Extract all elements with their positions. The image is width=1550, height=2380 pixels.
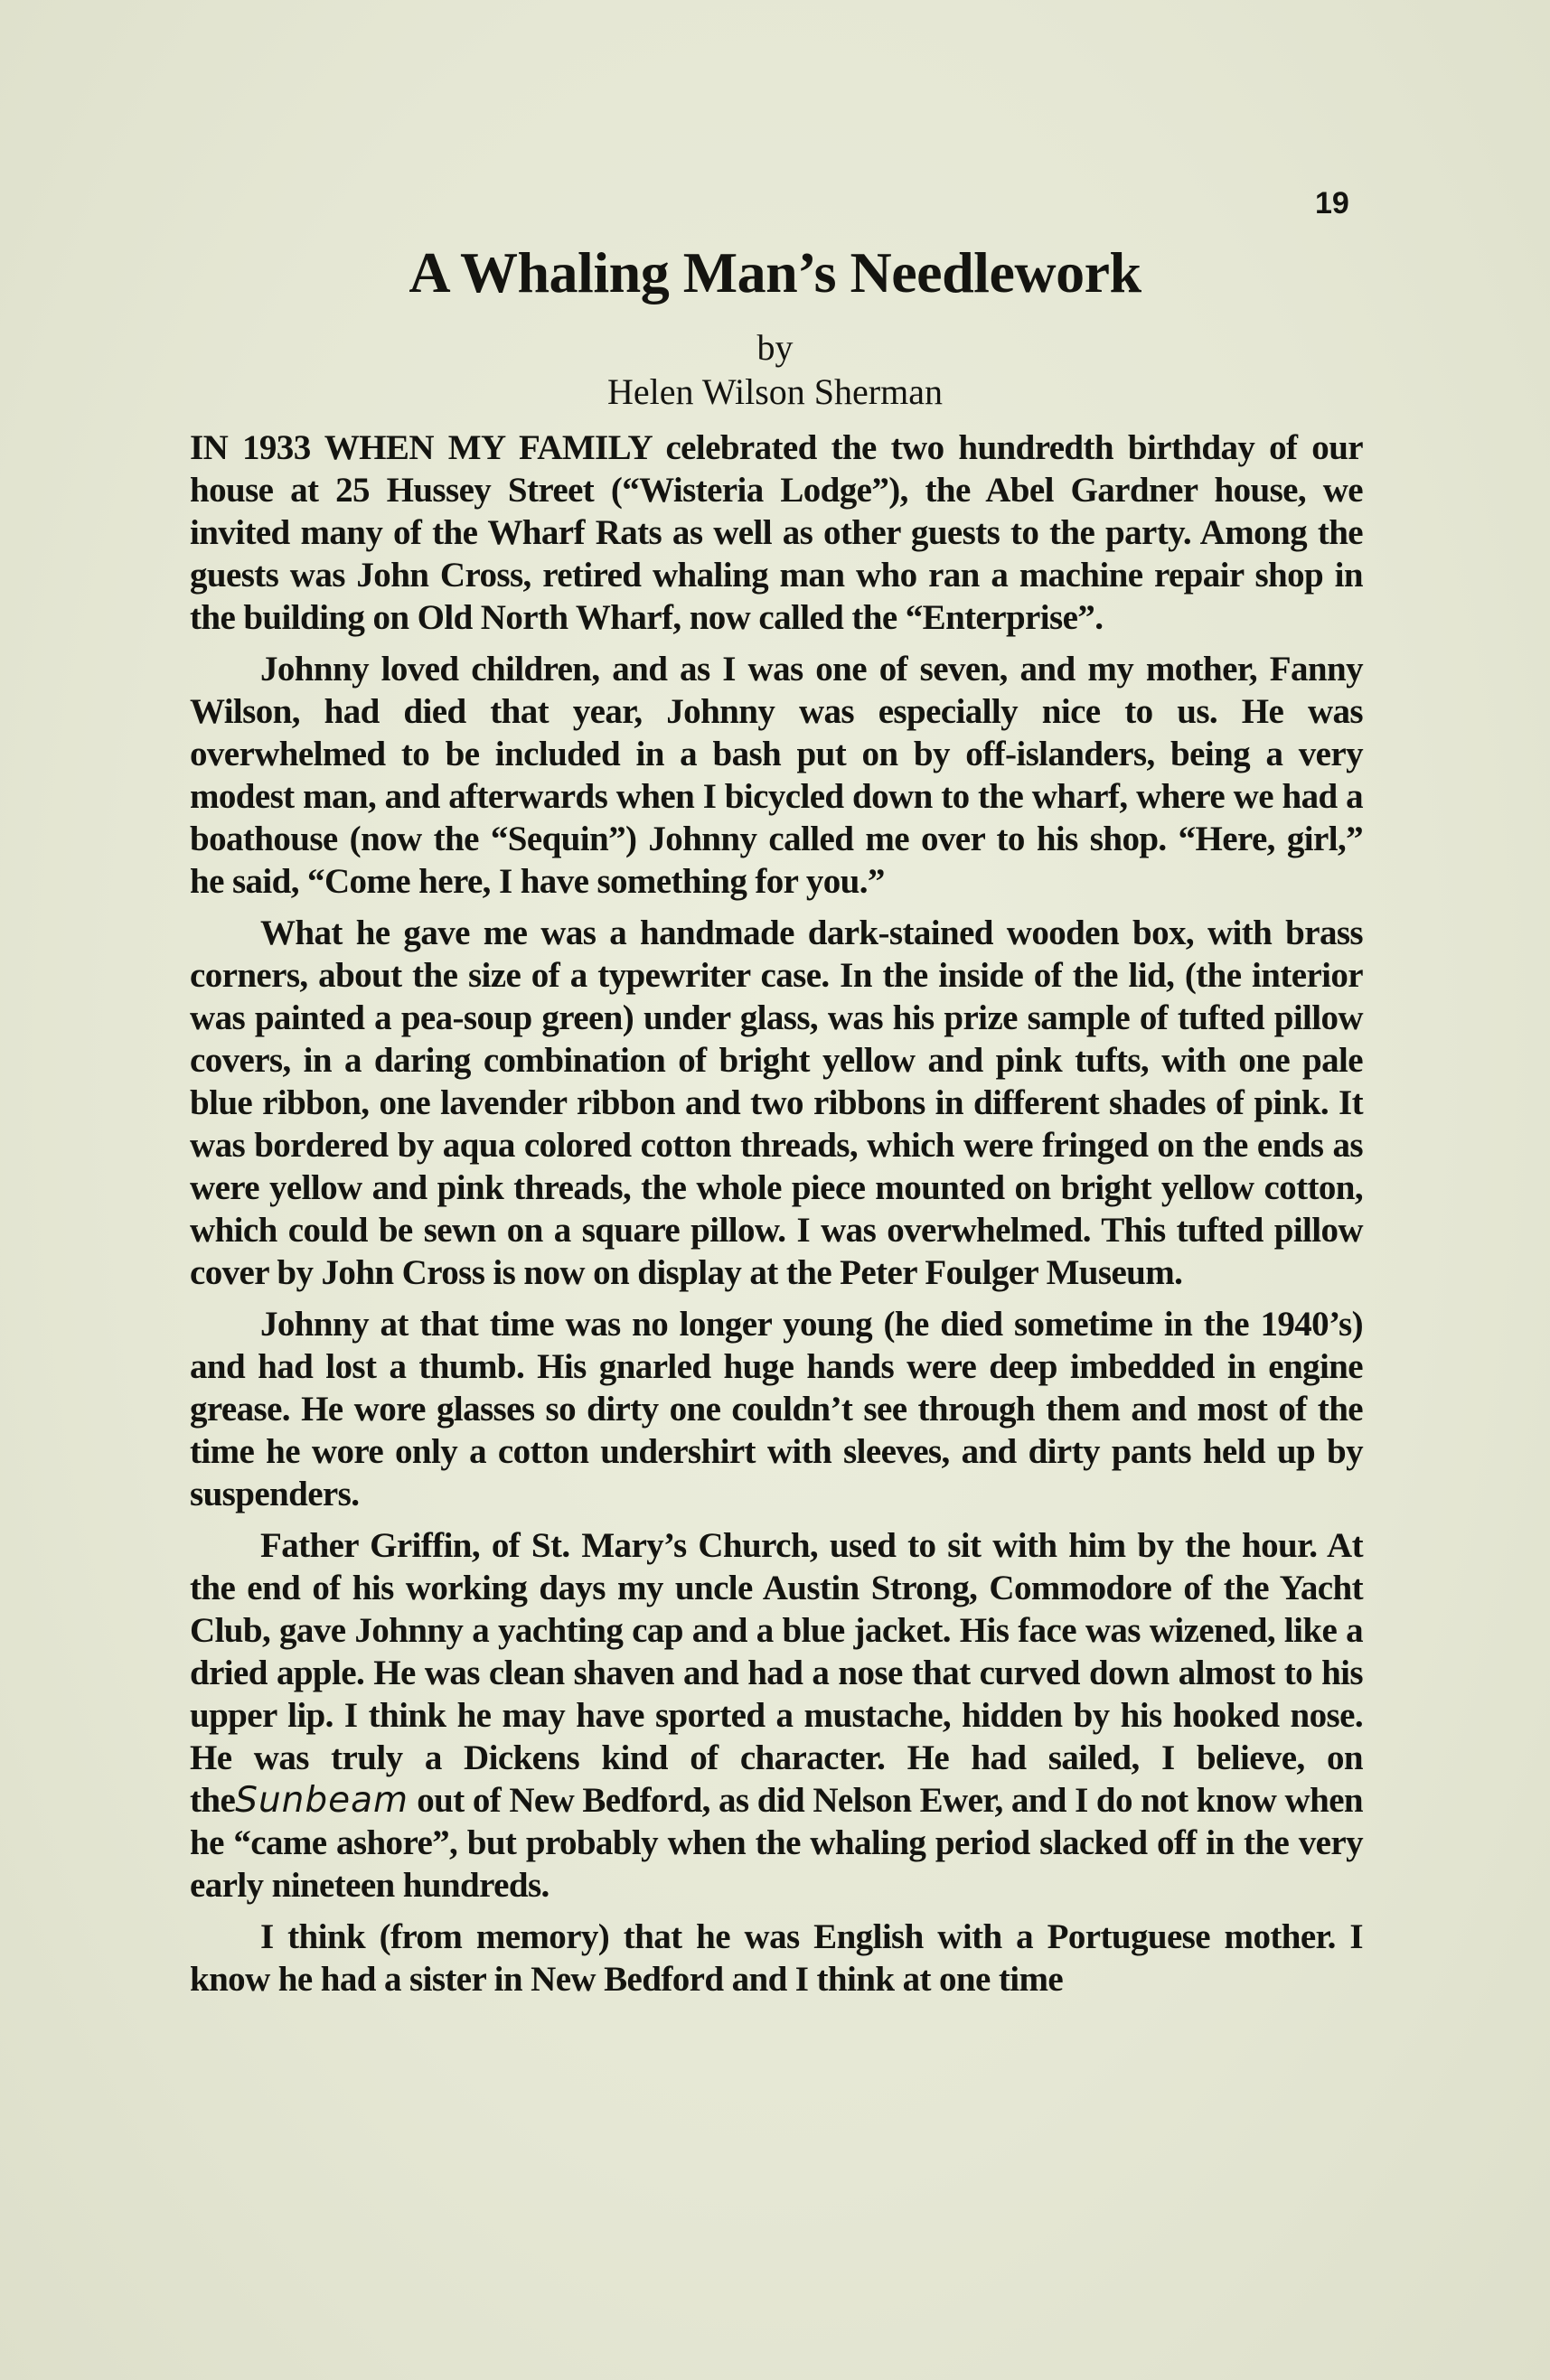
byline-author: Helen Wilson Sherman <box>607 371 943 412</box>
paragraph-5 <box>190 1524 1363 1907</box>
paragraph-3: What he gave me was a handmade dark-stained wooden box, with brass corners, about the size of a typewriter case. In the inside of the lid, (the interior was painted a pea-soup green) under glass, was his prize sample of tufted pillow covers, in a daring combination of bright yellow and pink tufts, with one pale blue ribbon, one lavender ribbon and two ribbons in different shades of pink. It was bordered by aqua colored cotton threads, which were fringed on the ends as were yellow and pink threads, the whole piece mounted on bright yellow cotton, which could be sewn on a square pillow. I was overwhelmed. This tufted pillow cover by John Cross is now on display at the Peter Foulger Museum. <box>190 914 1363 1292</box>
opening-words: IN 1933 WHEN MY FAMILY <box>190 428 652 467</box>
byline <box>0 325 1550 414</box>
paragraph-5-text-before: Father Griffin, of St. Mary’s Church, used to sit with him by the hour. At the end of his working days my uncle Austin Strong, Commodore of the Yacht Club, gave Johnny a yachting cap and a blue jacket. His face was wizened, like a dried apple. He was clean shaven and had a nose that curved down almost to his upper lip. I think he may have sported a mustache, hidden by his hooked nose. He was truly a Dickens kind of character. He had sailed, I believe, on the <box>190 1526 1363 1820</box>
article-body <box>190 426 1363 2010</box>
paragraph-6: I think (from memory) that he was English with a Portuguese mother. I know he had a sister in New Bedford and I think at one time <box>190 1917 1363 1999</box>
paragraph-4: Johnny at that time was no longer young (he died sometime in the 1940’s) and had lost a thumb. His gnarled huge hands were deep imbedded in engine grease. He wore glasses so dirty one couldn’t see through them and most of the time he wore only a cotton undershirt with sleeves, and dirty pants held up by suspenders. <box>190 1305 1363 1513</box>
paragraph-1 <box>190 426 1363 639</box>
paragraph-2: Johnny loved children, and as I was one of seven, and my mother, Fanny Wilson, had died that year, Johnny was especially nice to us. He was overwhelmed to be included in a bash put on by off-islanders, being a very modest man, and afterwards when I bicycled down to the wharf, where we had a boathouse (now the “Sequin”) Johnny called me over to his shop. “Here, girl,” he said, “Come here, I have something for you.” <box>190 650 1363 901</box>
article-title: A Whaling Man’s Needlework <box>409 240 1141 305</box>
paragraph-1-text: celebrated the two hundredth birthday of our house at 25 Hussey Street (“Wisteria Lodge”), the Abel Gardner house, we invited many of the Wharf Rats as well as other guests to the party. Among the guests was John Cross, retired whaling man who ran a machine repair shop in the building on Old North Wharf, now called the “Enterprise”. <box>190 428 1363 637</box>
page-number: 19 <box>1315 186 1349 220</box>
paragraph-5-text-after: out of New Bedford, as did Nelson Ewer, and I do not know when he “came ashore”, but probably when the whaling period slacked off in the very early nineteen hundreds. <box>190 1781 1363 1905</box>
ship-name: Sunbeam <box>235 1780 409 1821</box>
byline-by: by <box>756 327 794 368</box>
